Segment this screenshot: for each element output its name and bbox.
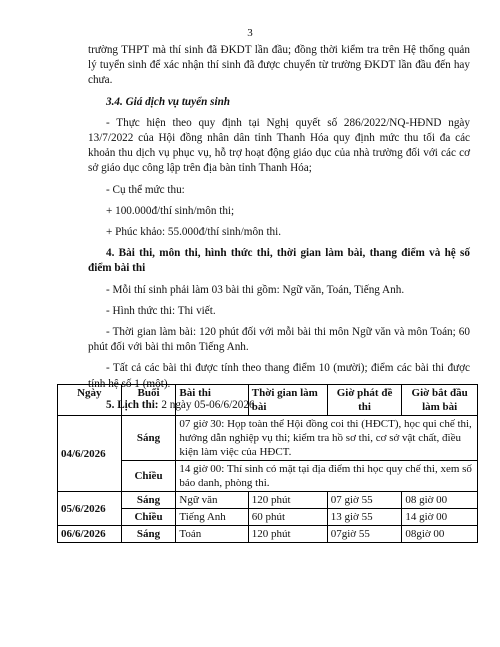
cell-session: Sáng (121, 492, 176, 509)
paragraph-subjects: - Mỗi thí sinh phải làm 03 bài thi gồm: Ngữ văn, Toán, Tiếng Anh. (106, 283, 405, 296)
section-5-label: 5. Lịch thi: (106, 398, 159, 411)
cell-issue-time: 07giờ 55 (327, 526, 402, 543)
section-3-4-heading: 3.4. Giá dịch vụ tuyển sinh (106, 95, 231, 108)
cell-issue-time: 07 giờ 55 (327, 492, 402, 509)
exam-schedule-table (57, 384, 478, 543)
table-row (58, 416, 478, 461)
table-header-row (58, 385, 478, 416)
paragraph-format: - Hình thức thi: Thi viết. (106, 304, 216, 317)
cell-start-time: 14 giờ 00 (402, 509, 478, 526)
cell-day: 06/6/2026 (58, 526, 122, 543)
cell-session: Chiều (121, 461, 176, 492)
paragraph-duration: - Thời gian làm bài: 120 phút đối với mỗi bài thi môn Ngữ văn và môn Toán; 60 phút đối với bài thi môn Tiếng Anh. (88, 326, 470, 354)
table-row (58, 461, 478, 492)
cell-session: Sáng (121, 416, 176, 461)
table-row (58, 509, 478, 526)
cell-session: Chiều (121, 509, 176, 526)
section-4-heading: 4. Bài thi, môn thi, hình thức thi, thời gian làm bài, thang điểm và hệ số điểm bài thi (88, 247, 470, 275)
cell-note: 07 giờ 30: Họp toàn thể Hội đồng coi thi (HĐCT), học qui chế thi, hướng dẫn nghiệp vụ thi; kiểm tra hồ sơ thi, cơ sở vật chất, điều kiện làm việc của HĐCT. (176, 416, 478, 461)
cell-day: 05/6/2026 (58, 492, 122, 526)
header-issue-time: Giờ phát đề thi (327, 385, 402, 416)
table-row (58, 492, 478, 509)
cell-duration: 60 phút (248, 509, 327, 526)
header-session: Buổi (121, 385, 176, 416)
cell-duration: 120 phút (248, 526, 327, 543)
cell-subject: Tiếng Anh (176, 509, 248, 526)
paragraph-fee-item-2: + Phúc khảo: 55.000đ/thí sinh/môn thi. (106, 226, 282, 239)
cell-duration: 120 phút (248, 492, 327, 509)
cell-start-time: 08giờ 00 (402, 526, 478, 543)
header-start-time: Giờ bắt đầu làm bài (402, 385, 478, 416)
table-row (58, 526, 478, 543)
cell-start-time: 08 giờ 00 (402, 492, 478, 509)
cell-subject: Ngữ văn (176, 492, 248, 509)
header-subject: Bài thi (176, 385, 248, 416)
header-duration: Thời gian làm bài (248, 385, 327, 416)
paragraph-fee-basis: - Thực hiện theo quy định tại Nghị quyết số 286/2022/NQ-HĐND ngày 13/7/2022 của Hội đồng nhân dân tỉnh Thanh Hóa quy định mức thu tối đa các khoản thu dịch vụ phục vụ, hỗ trợ hoạt động giáo dục của nhà trường đối với các cơ sở giáo dục công lập trên địa bàn tỉnh Thanh Hóa; (88, 116, 470, 175)
cell-subject: Toán (176, 526, 248, 543)
section-5-value: 2 ngày 05-06/6/2026 (161, 398, 255, 411)
document-body (88, 43, 470, 419)
cell-session: Sáng (121, 526, 176, 543)
cell-note: 14 giờ 00: Thí sinh có mặt tại địa điểm thi học quy chế thi, xem số báo danh, phòng thi. (176, 461, 478, 492)
header-day: Ngày (58, 385, 122, 416)
page-number: 3 (247, 27, 253, 39)
paragraph-continuation: trường THPT mà thí sinh đã ĐKDT lần đầu; đồng thời kiểm tra trên Hệ thống quản lý tuyển sinh để xác nhận thí sinh đã được chuyển từ trường ĐKDT lần đầu đến hay chưa. (88, 44, 470, 87)
cell-issue-time: 13 giờ 55 (327, 509, 402, 526)
paragraph-scale: - Tất cả các bài thi được tính theo thang điểm 10 (mười); điểm các bài thi được tính hệ số 1 (một). (88, 362, 470, 390)
cell-day: 04/6/2026 (58, 416, 122, 492)
paragraph-fee-item-1: + 100.000đ/thí sinh/môn thi; (106, 204, 235, 217)
paragraph-fee-title: - Cụ thể mức thu: (106, 183, 185, 196)
